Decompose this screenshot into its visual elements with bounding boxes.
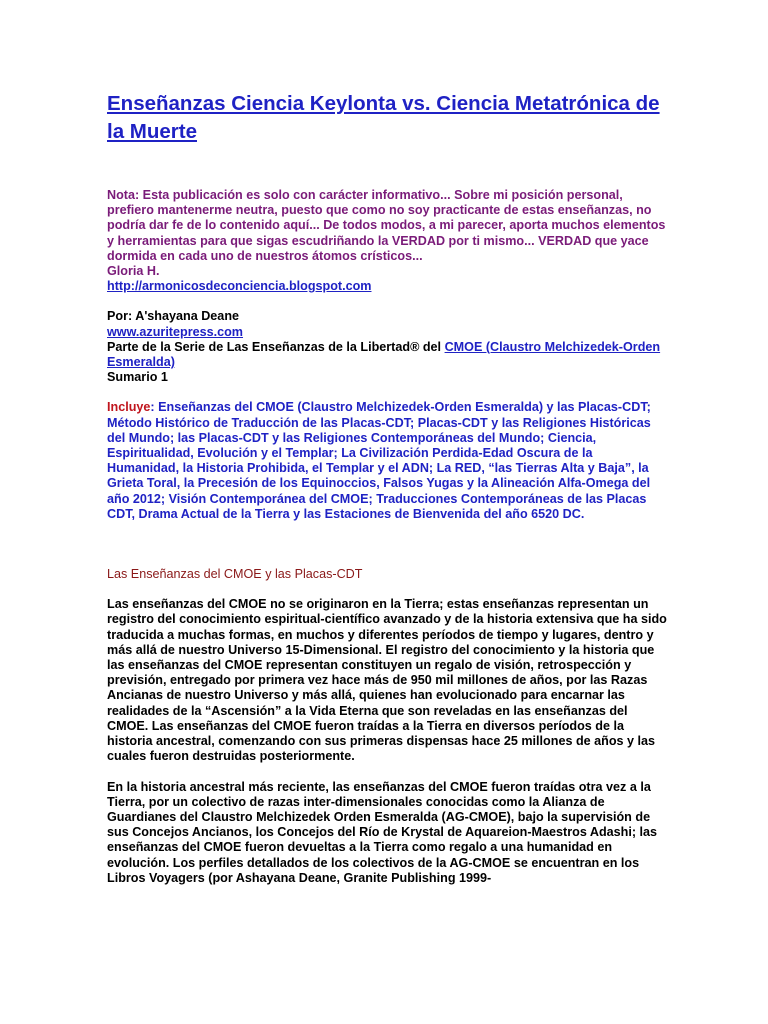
series-prefix: Parte de la Serie de Las Enseñanzas de la Libertad® del bbox=[107, 339, 445, 354]
nota-signature: Gloria H. bbox=[107, 264, 160, 279]
summary-line: Sumario 1 bbox=[107, 370, 168, 385]
nota-text: Nota: Esta publicación es solo con carácter informativo... Sobre mi posición personal, prefiero mantenerme neutra, puesto que como no soy practicante de estas enseñanzas, no podría dar fe de lo contenido aquí... De todos modos, a mi parecer, aporta muchos elementos y herramientas para que sigas escudriñando la VERDAD por ti mismo... VERDAD que yace dormida en cada uno de nuestros átomos crísticos... bbox=[107, 188, 666, 263]
series-line bbox=[107, 340, 667, 370]
nota-blog-link[interactable]: http://armonicosdeconciencia.blogspot.com bbox=[107, 279, 372, 294]
incluye-label: Incluye bbox=[107, 400, 151, 415]
document-title[interactable]: Enseñanzas Ciencia Keylonta vs. Ciencia Metatrónica de la Muerte bbox=[107, 92, 660, 143]
incluye-block bbox=[107, 400, 667, 522]
cmoe-link[interactable]: CMOE (Claustro Melchizedek-Orden Esmeralda) bbox=[107, 339, 661, 370]
body-paragraph: Las enseñanzas del CMOE no se originaron en la Tierra; estas enseñanzas representan un registro del conocimiento espiritual-científico avanzado y de la historia extensiva que ha sido traducida a muchas formas, en muchos y diferentes períodos de tiempo y lugares, dentro y más allá de nuestro Universo 15-Dimensional. El registro del conocimiento y la historia que las enseñanzas del CMOE representan constituyen un regalo de visión, retrospección y previsión, entregado por primera vez hace más de 950 mil millones de años, por las Razas Ancianas de nuestro Universo y más allá, quienes han evolucionado para encarnar las realidades de la “Ascensión” a la Vida Eterna que son reveladas en las enseñanzas del CMOE. Las enseñanzas del CMOE fueron traídas a la Tierra en diversos períodos de la historia ancestral, comenzando con sus primeras dispensas hace 25 millones de años y las cuales fueron destruidas posteriormente. bbox=[107, 597, 667, 764]
incluye-text: : Enseñanzas del CMOE (Claustro Melchizedek-Orden Esmeralda) y las Placas-CDT; Método Histórico de Traducción de las Placas-CDT; Placas-CDT y las Religiones Históricas del Mundo; las Placas-CDT y las Religiones Contemporáneas del Mundo; Ciencia, Espiritualidad, Evolución y el Templar; La Civilización Perdida-Edad Oscura de la Humanidad, la Historia Prohibida, el Templar y el ADN; La RED, “las Tierras Alta y Baja”, la Grieta Toral, la Precesión de los Equinoccios, Falsos Yugas y la Alineación Alfa-Omega del año 2012; Visión Contemporánea del CMOE; Traducciones Contemporáneas de las Placas CDT, Drama Actual de la Tierra y las Estaciones de Bienvenida del año 6520 DC. bbox=[107, 400, 651, 521]
website-link[interactable]: www.azuritepress.com bbox=[107, 324, 244, 339]
byline-block bbox=[107, 309, 667, 385]
body-paragraph: En la historia ancestral más reciente, las enseñanzas del CMOE fueron traídas otra vez a la Tierra, por un colectivo de razas inter-dimensionales conocidas como la Alianza de Guardianes del Claustro Melchizedek Orden Esmeralda (AG-CMOE), bajo la supervisión de sus Concejos Ancianos, los Concejos del Río de Krystal de Aquareion-Maestros Adashi; las enseñanzas del CMOE fueron devueltas a la Tierra como regalo a una humanidad en evolución. Los perfiles detallados de los colectivos de la AG-CMOE se encuentran en los Libros Voyagers (por Ashayana Deane, Granite Publishing 1999- bbox=[107, 779, 658, 885]
nota-block bbox=[107, 188, 667, 294]
document-page bbox=[107, 90, 667, 886]
section-heading: Las Enseñanzas del CMOE y las Placas-CDT bbox=[107, 567, 363, 582]
author-line: Por: A'shayana Deane bbox=[107, 309, 240, 324]
